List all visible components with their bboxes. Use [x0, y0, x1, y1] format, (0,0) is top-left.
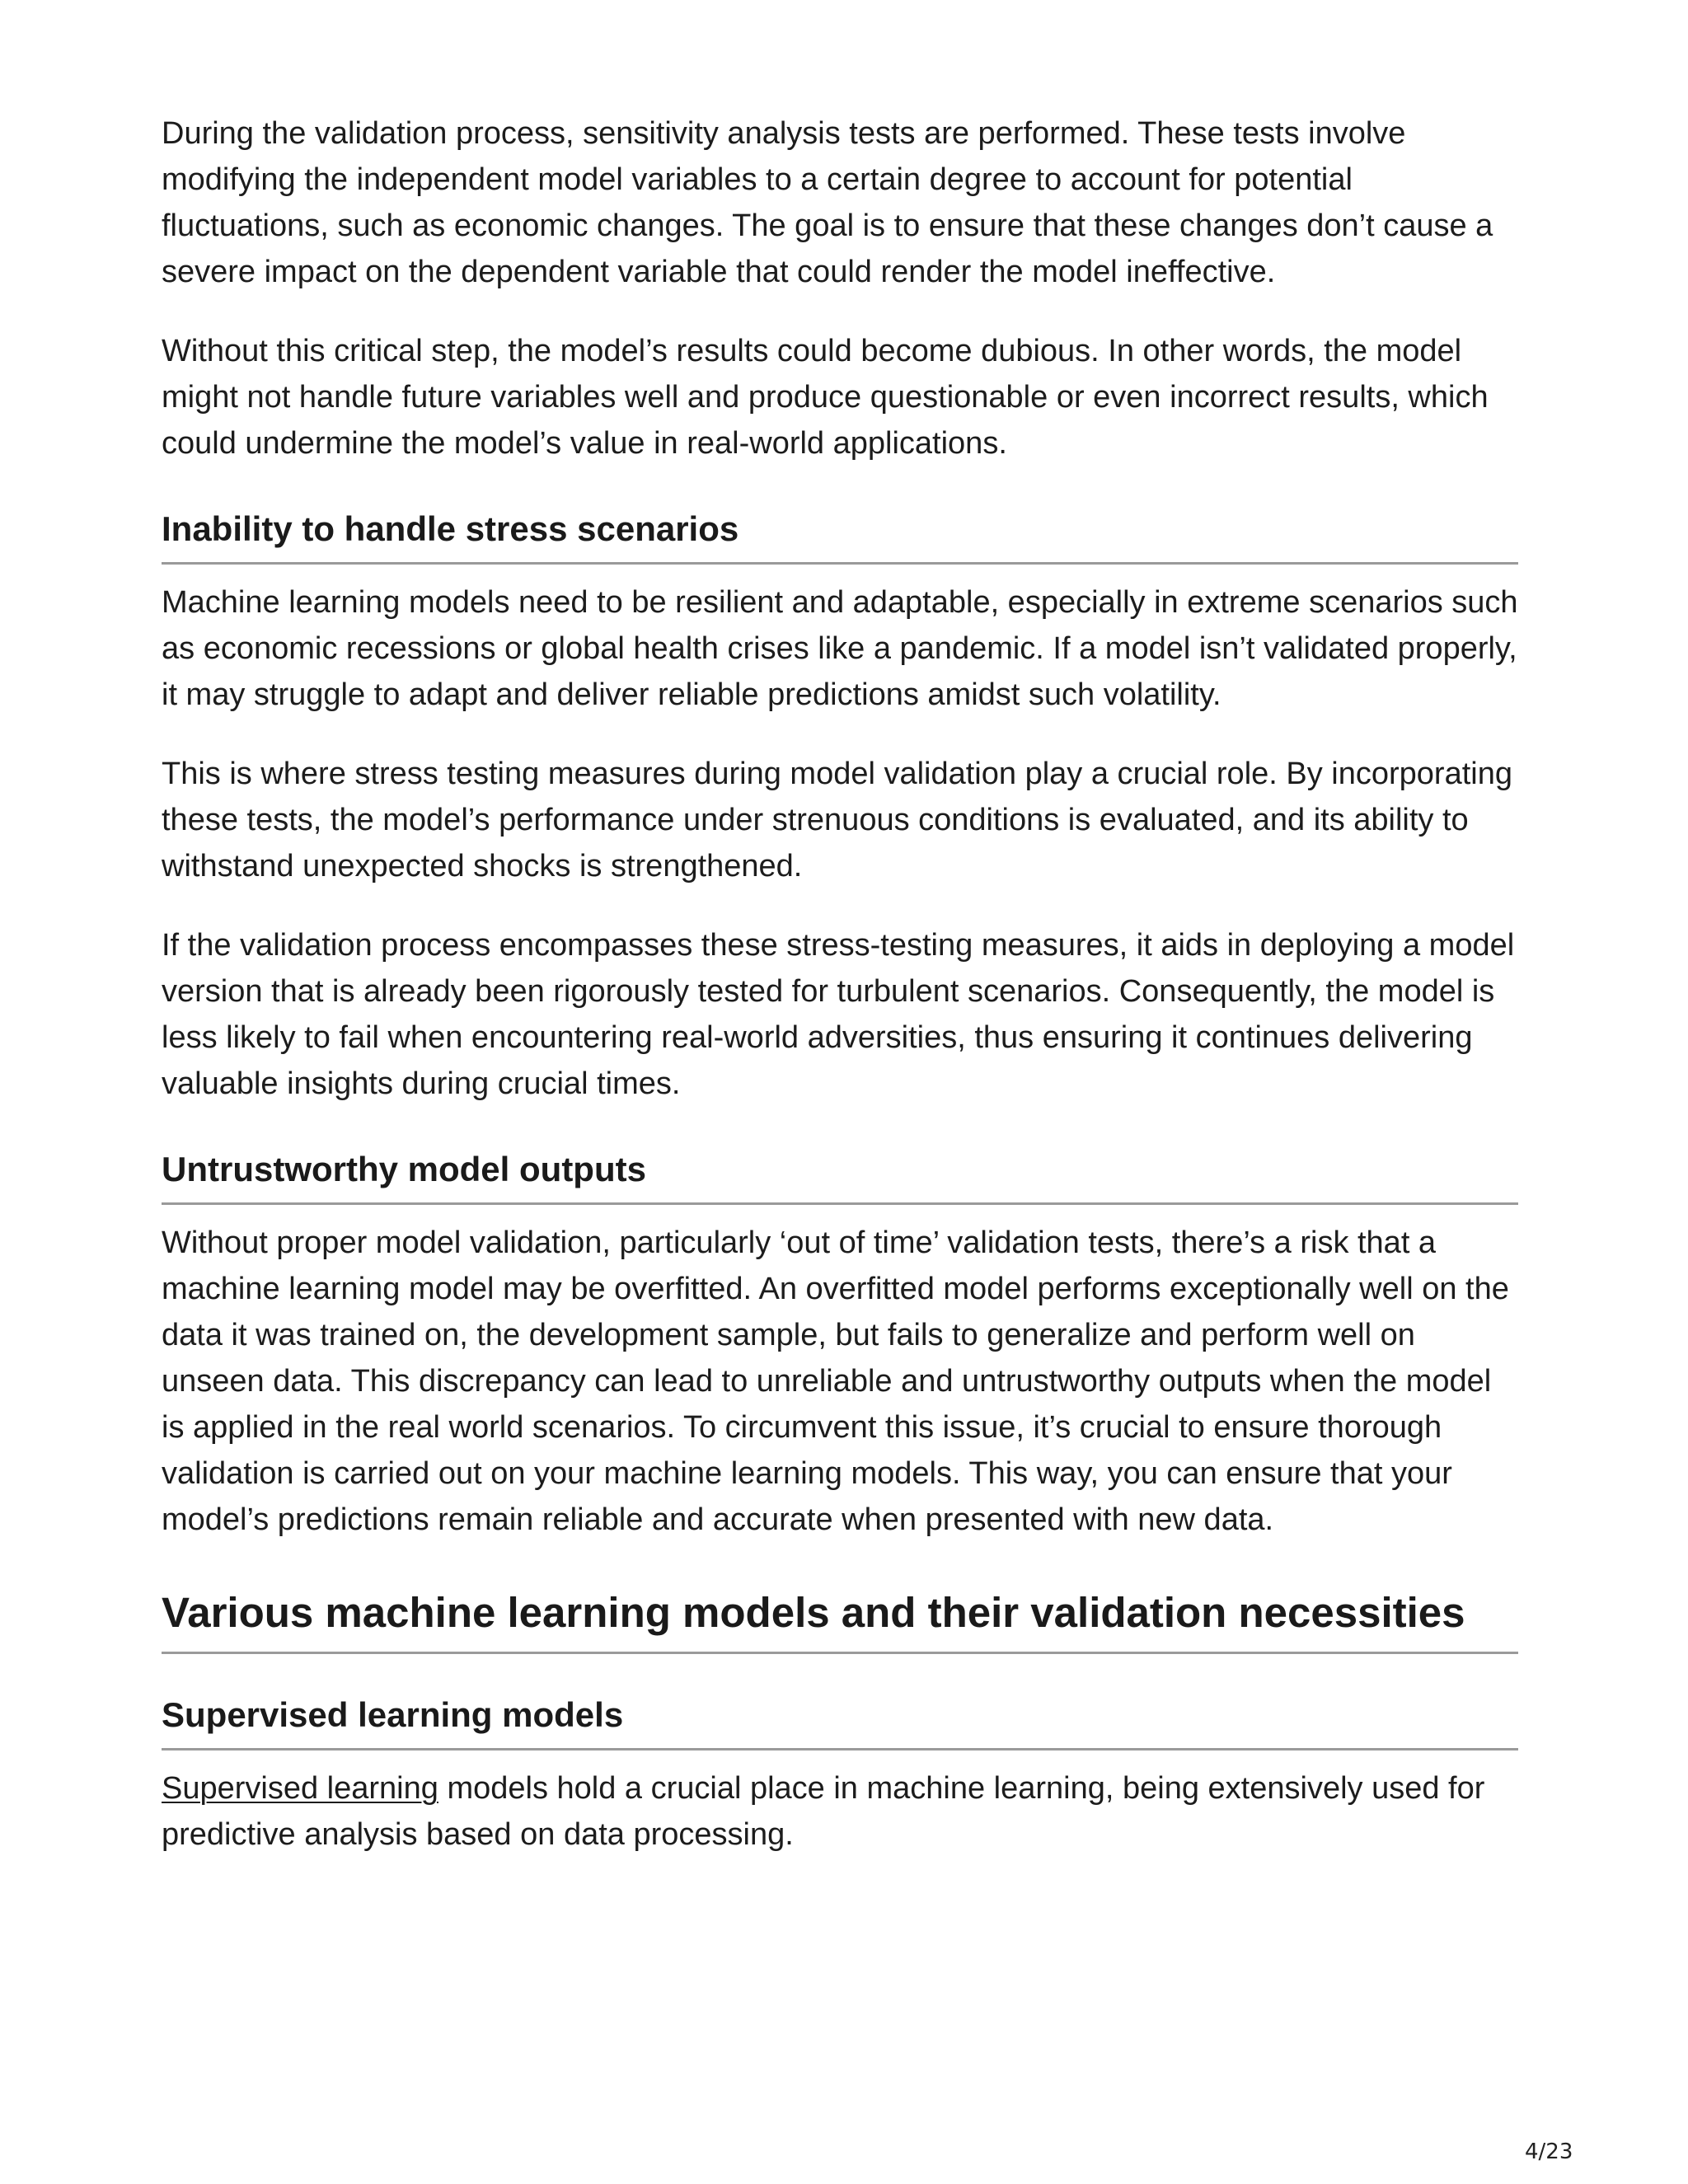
supervised-learning-link[interactable]: Supervised learning	[162, 1771, 438, 1806]
stress-paragraph-3: If the validation process encompasses these stress-testing measures, it aids in deploying a model version that is already been rigorously tested for turbulent scenarios. Consequently, the model is less likely to fail when encountering real-world adversities, thus ensuring it continues delivering valuable insights during crucial times.	[162, 928, 1515, 1101]
supervised-paragraph-1	[162, 1765, 1518, 1858]
stress-paragraph-2: This is where stress testing measures during model validation play a crucial role. By incorporating these tests, the model’s performance under strenuous conditions is evaluated, and its ability to withstand unexpected shocks is strengthened.	[162, 757, 1512, 883]
untrustworthy-paragraph-1: Without proper model validation, particularly ‘out of time’ validation tests, there’s a risk that a machine learning model may be overfitted. An overfitted model performs exceptionally well on the data it was trained on, the development sample, but fails to generalize and perform well on unseen data. This discrepancy can lead to unreliable and untrustworthy outputs when the model is applied in the real world scenarios. To circumvent this issue, it’s crucial to ensure thorough validation is carried out on your machine learning models. This way, you can ensure that your model’s predictions remain reliable and accurate when presented with new data.	[162, 1226, 1509, 1537]
stress-paragraph-1: Machine learning models need to be resilient and adaptable, especially in extreme scenarios such as economic recessions or global health crises like a pandemic. If a model isn’t validated properly, it may struggle to adapt and deliver reliable predictions amidst such volatility.	[162, 585, 1518, 712]
intro-paragraph-1: During the validation process, sensitivity analysis tests are performed. These tests involve modifying the independent model variables to a certain degree to account for potential fluctuations, such as economic changes. The goal is to ensure that these changes don’t cause a severe impact on the dependent variable that could render the model ineffective.	[162, 116, 1493, 289]
supervised-paragraph-text: models hold a crucial place in machine learning, being extensively used for predictive analysis based on data processing.	[162, 1771, 1485, 1852]
heading-stress-scenarios: Inability to handle stress scenarios	[162, 506, 1518, 565]
heading-various-models: Various machine learning models and their validation necessities	[162, 1584, 1518, 1654]
heading-supervised-learning: Supervised learning models	[162, 1692, 1518, 1750]
page-number: 4/23	[1525, 2139, 1573, 2164]
intro-paragraph-2: Without this critical step, the model’s results could become dubious. In other words, the model might not handle future variables well and produce questionable or even incorrect results, which could undermine the model’s value in real-world applications.	[162, 334, 1489, 461]
heading-untrustworthy-outputs: Untrustworthy model outputs	[162, 1146, 1518, 1205]
document-body	[162, 110, 1518, 1891]
